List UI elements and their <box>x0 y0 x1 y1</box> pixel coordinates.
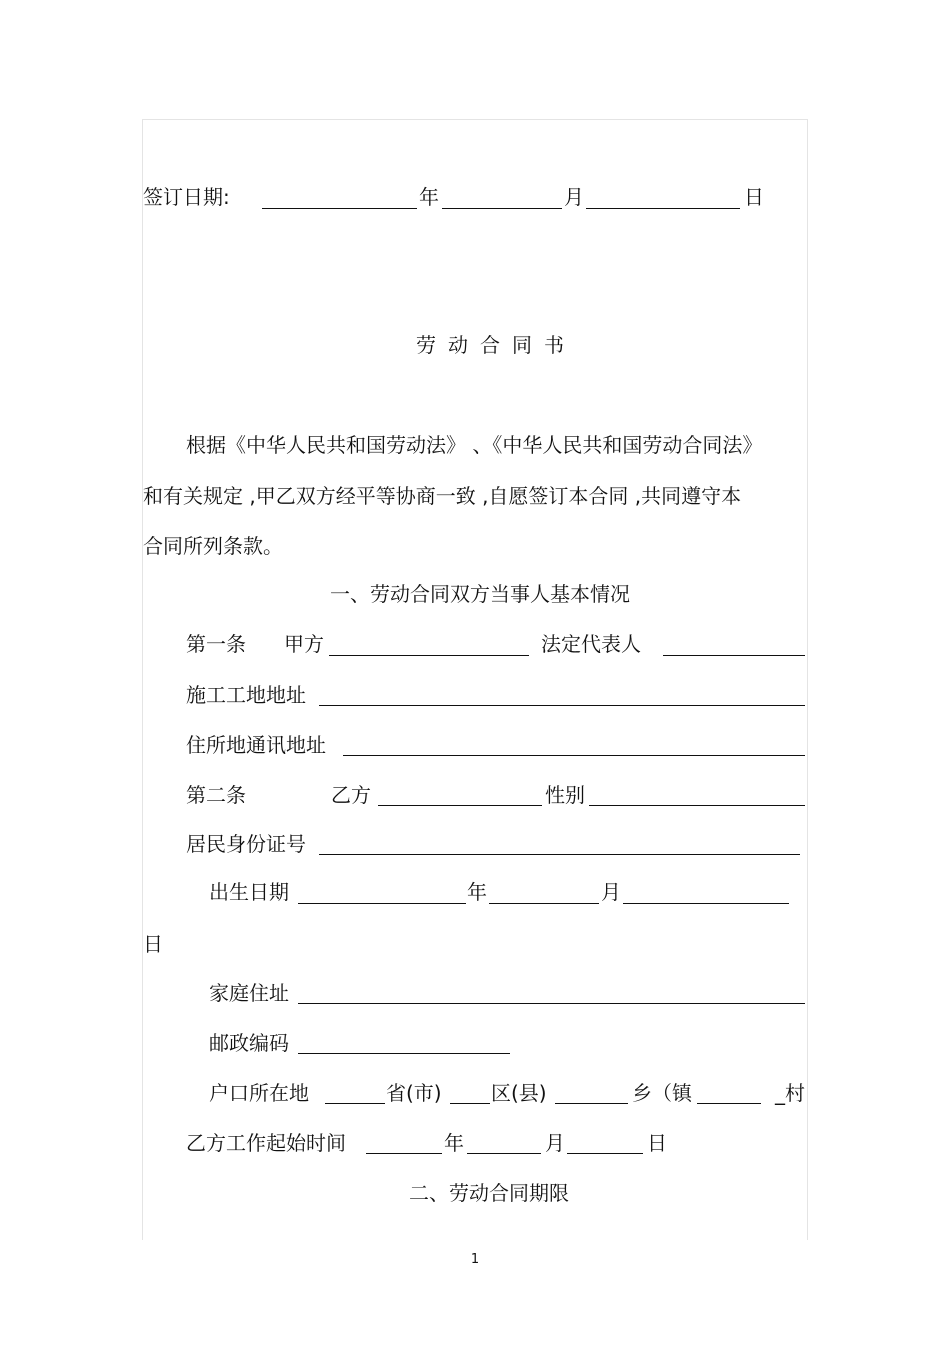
birth-day-label: 日 <box>143 932 163 956</box>
article-1-label: 第一条 <box>186 632 246 656</box>
party-a-label: 甲方 <box>284 632 324 656</box>
legal-rep-blank <box>663 655 805 656</box>
start-time-label: 乙方工作起始时间 <box>186 1131 346 1155</box>
home-address-blank <box>298 1003 805 1004</box>
mailing-address-label: 住所地通讯地址 <box>186 733 326 757</box>
section-1-heading: 一、劳动合同双方当事人基本情况 <box>330 582 630 606</box>
district-blank <box>450 1103 490 1104</box>
start-month-label: 月 <box>545 1131 565 1155</box>
page-number: 1 <box>470 1252 480 1267</box>
home-address-label: 家庭住址 <box>209 981 289 1005</box>
start-day-blank <box>567 1153 643 1154</box>
sign-year-blank <box>262 208 417 209</box>
township-label: 乡（镇 <box>632 1081 692 1105</box>
birth-date-label: 出生日期 <box>209 880 289 904</box>
site-address-blank <box>319 705 805 706</box>
start-month-blank <box>467 1153 541 1154</box>
preamble-line-3: 合同所列条款。 <box>143 534 283 558</box>
birth-day-blank <box>623 903 789 904</box>
page-frame <box>142 119 808 1240</box>
birth-month-label: 月 <box>601 880 621 904</box>
birth-year-label: 年 <box>467 880 487 904</box>
sign-date-label: 签订日期: <box>143 185 230 209</box>
start-year-blank <box>366 1153 442 1154</box>
mailing-address-blank <box>343 755 805 756</box>
party-b-blank <box>378 805 542 806</box>
postal-code-blank <box>298 1053 510 1054</box>
sign-month-label: 月 <box>564 185 584 209</box>
start-day-label: 日 <box>647 1131 667 1155</box>
birth-year-blank <box>298 903 466 904</box>
sign-day-blank <box>586 208 740 209</box>
start-year-label: 年 <box>444 1131 464 1155</box>
birth-month-blank <box>489 903 599 904</box>
district-label: 区(县) <box>491 1081 547 1105</box>
section-2-heading: 二、劳动合同期限 <box>409 1181 569 1205</box>
preamble-line-2: 和有关规定 ,甲乙双方经平等协商一致 ,自愿签订本合同 ,共同遵守本 <box>143 484 742 508</box>
household-label: 户口所在地 <box>209 1081 309 1105</box>
province-label: 省(市) <box>386 1081 442 1105</box>
document-title: 劳动合同书 <box>416 333 576 357</box>
id-number-label: 居民身份证号 <box>186 832 306 856</box>
article-2-label: 第二条 <box>186 783 246 807</box>
sign-day-label: 日 <box>744 185 764 209</box>
gender-label: 性别 <box>545 783 585 807</box>
province-blank <box>325 1103 385 1104</box>
gender-blank <box>589 805 805 806</box>
village-blank <box>697 1103 761 1104</box>
preamble-line-1: 根据《中华人民共和国劳动法》 、《中华人民共和国劳动合同法》 <box>186 433 763 457</box>
legal-rep-label: 法定代表人 <box>541 632 641 656</box>
village-label: _村 <box>775 1081 805 1105</box>
id-number-blank <box>319 854 800 855</box>
postal-code-label: 邮政编码 <box>209 1031 289 1055</box>
sign-month-blank <box>442 208 562 209</box>
party-a-blank <box>329 655 529 656</box>
sign-year-label: 年 <box>419 185 439 209</box>
township-blank <box>555 1103 628 1104</box>
party-b-label: 乙方 <box>331 783 371 807</box>
site-address-label: 施工工地地址 <box>186 683 306 707</box>
